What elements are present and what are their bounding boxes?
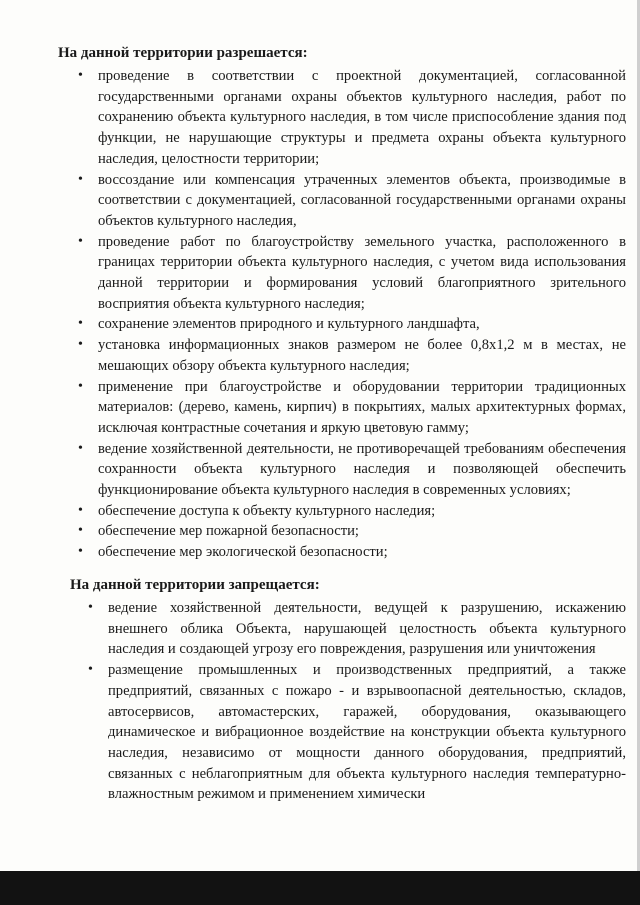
- bullet-icon: •: [78, 337, 83, 353]
- list-item-text: обеспечение мер пожарной безопасности;: [98, 523, 359, 540]
- list-item-text: ведение хозяйственной деятельности, не противоречащей требованиям обеспечения сохранности объекта культурного наследия и позволяющей обеспечить функционирование объекта культурного наследия в современных условиях;: [98, 440, 626, 499]
- list-item-text: обеспечение доступа к объекту культурного наследия;: [98, 502, 436, 519]
- scan-bottom-band: [0, 871, 640, 905]
- allowed-heading: На данной территории разрешается:: [58, 45, 308, 61]
- list-item-text: проведение в соответствии с проектной документацией, согласованной государственными органами охраны объектов культурного наследия, работ по сохранению объекта культурного наследия, в том числе приспособление здания под функции, не нарушающие структуры и предмета охраны объекта культурного наследия, целостности территории;: [98, 68, 626, 167]
- list-item: [58, 314, 626, 335]
- allowed-list: [58, 66, 626, 563]
- list-item: [58, 542, 626, 563]
- bullet-icon: •: [88, 662, 93, 678]
- forbidden-list: [70, 598, 626, 805]
- list-item-text: установка информационных знаков размером не более 0,8x1,2 м в местах, не мешающих обзору объекта культурного наследия;: [98, 337, 626, 374]
- bullet-icon: •: [78, 171, 83, 187]
- bullet-icon: •: [78, 523, 83, 539]
- list-item-text: воссоздание или компенсация утраченных элементов объекта, производимые в соответствии с документацией, согласованной государственными органами охраны объектов культурного наследия,: [98, 171, 626, 229]
- bullet-icon: •: [78, 440, 83, 456]
- bullet-icon: •: [78, 68, 83, 83]
- list-item-text: обеспечение мер экологической безопасности;: [98, 544, 388, 561]
- forbidden-section: [70, 574, 626, 805]
- list-item: [70, 660, 626, 805]
- list-item: [58, 377, 626, 439]
- list-item-text: размещение промышленных и производственных предприятий, а также предприятий, связанных с пожаро - и взрывоопасной деятельностью, складов, автосервисов, автомастерских, гаражей, оборудования, оказывающего динамическое и вибрационное воздействие на конструкции объекта культурного наследия, независимо от мощности данного оборудования, предприятий, связанных с неблагоприятным для объекта культурного наследия температурно-влажностным режимом и применением химически: [108, 662, 626, 803]
- list-item-text: применение при благоустройстве и оборудовании территории традиционных материалов: (дерево, камень, кирпич) в покрытиях, малых архитектурных формах, исключая контрастные сочетания и яркую цветовую гамму;: [98, 378, 626, 436]
- list-item: [58, 170, 626, 232]
- list-item: [58, 232, 626, 315]
- list-item: [58, 501, 626, 522]
- list-item-text: сохранение элементов природного и культурного ландшафта,: [98, 316, 480, 333]
- list-item-text: ведение хозяйственной деятельности, ведущей к разрушению, искажению внешнего облика Объекта, нарушающей целостность объекта культурного наследия и создающей угрозу его повреждения, разрушения или уничтожения: [108, 600, 626, 658]
- bullet-icon: •: [78, 502, 83, 518]
- list-item: [70, 598, 626, 660]
- bullet-icon: •: [88, 600, 93, 615]
- bullet-icon: •: [78, 544, 83, 560]
- list-item: [58, 335, 626, 376]
- bullet-icon: •: [78, 378, 83, 394]
- bullet-icon: •: [78, 233, 83, 249]
- list-item: [58, 439, 626, 501]
- allowed-section: [58, 42, 626, 563]
- bullet-icon: •: [78, 316, 83, 332]
- list-item: [58, 521, 626, 542]
- forbidden-heading: На данной территории запрещается:: [70, 577, 320, 593]
- list-item: [58, 66, 626, 170]
- list-item-text: проведение работ по благоустройству земельного участка, расположенного в границах территории объекта культурного наследия, с учетом вида использования данной территории и формирования условий благоприятного зрительного восприятия объекта культурного наследия;: [98, 233, 626, 312]
